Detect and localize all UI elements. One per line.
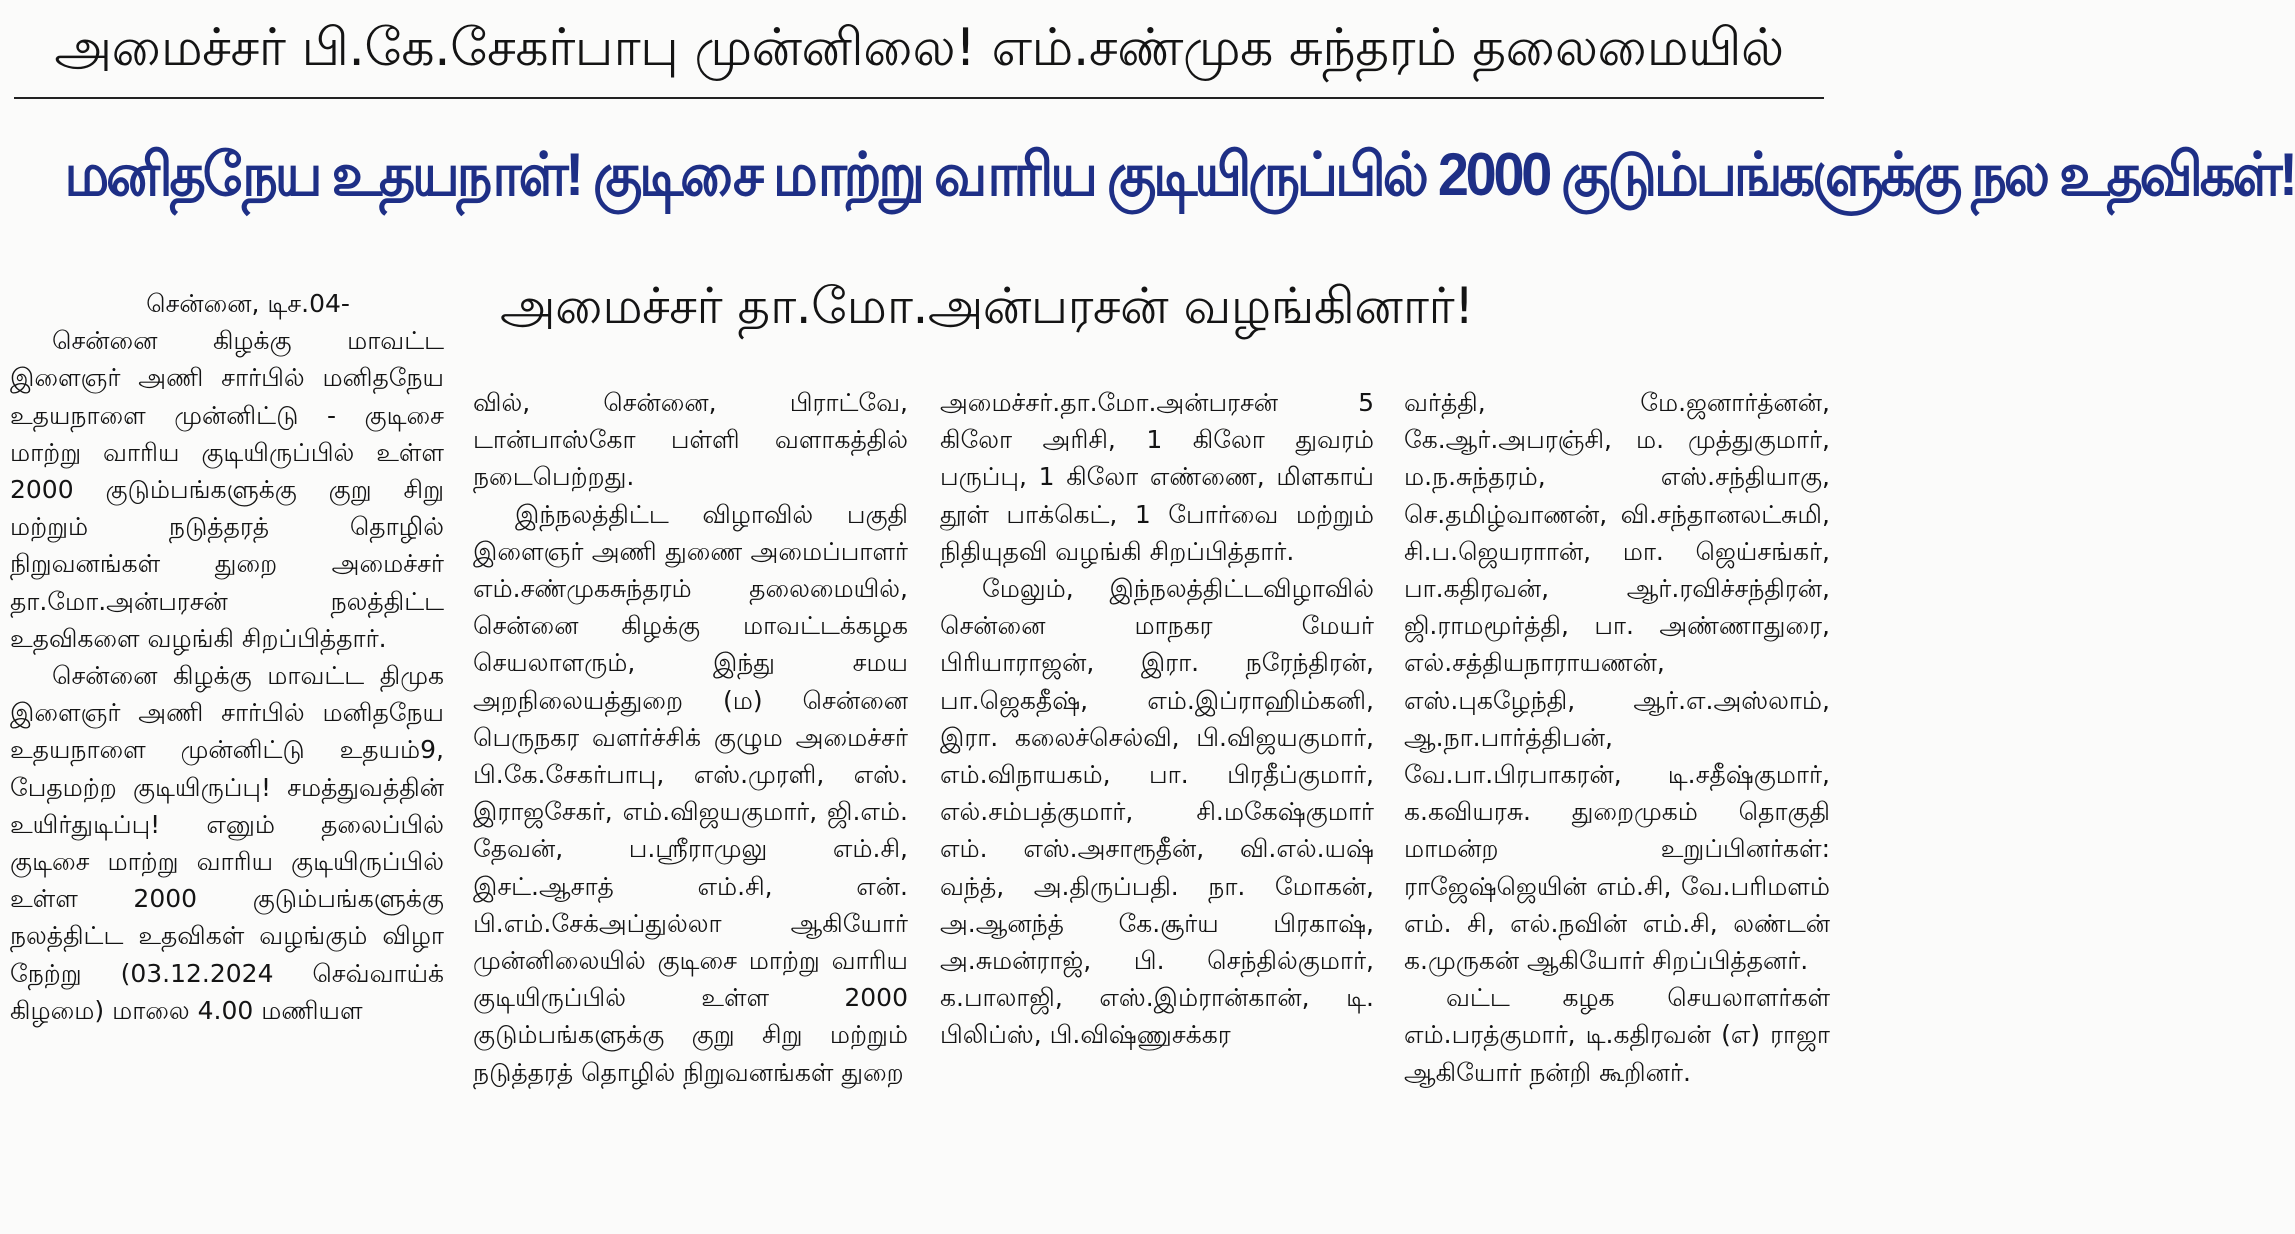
paragraph: இந்நலத்திட்ட விழாவில் பகுதி இளைஞர் அணி துணை அமைப்பாளர் எம்.சண்முகசுந்தரம் தலைமையில், சென்னை கிழக்கு மாவட்டக்கழக செயலாளரும், இந்து சமய அறநிலையத்துறை (ம) சென்னை பெருநகர வளர்ச்சிக் குழும அமைச்சர் பி.கே.சேகர்பாபு, எஸ்.முரளி, எஸ். இராஜசேகர், எம்.விஜயகுமார், ஜி.எம். தேவன், ப.ஸ்ரீராமுலு எம்.சி, இசட்.ஆசாத் எம்.சி, என். பி.எம்.சேக்அப்துல்லா ஆகியோர் முன்னிலையில் குடிசை மாற்று வாரிய குடியிருப்பில் உள்ள 2000 குடும்பங்களுக்கு குறு சிறு மற்றும் நடுத்தரத் தொழில் நிறுவனங்கள் துறை bbox=[473, 499, 908, 1087]
article-column-3 bbox=[940, 384, 1374, 1230]
paragraph: வட்ட கழக செயலாளர்கள் எம்.பரத்குமார், டி.கதிரவன் (எ) ராஜா ஆகியோர் நன்றி கூறினர். bbox=[1404, 983, 1830, 1087]
sub-headline: அமைச்சர் தா.மோ.அன்பரசன் வழங்கினார்! bbox=[500, 277, 1474, 335]
paragraph: அமைச்சர்.தா.மோ.அன்பரசன் 5 கிலோ அரிசி, 1 கிலோ துவரம் பருப்பு, 1 கிலோ எண்ணை, மிளகாய் தூள் பாக்கெட், 1 போர்வை மற்றும் நிதியுதவி வழங்கி சிறப்பித்தார். bbox=[940, 388, 1374, 566]
dateline: சென்னை, டிச.04- bbox=[146, 289, 350, 318]
article-column-4 bbox=[1404, 384, 1830, 1230]
divider-rule bbox=[14, 97, 1824, 99]
article-column-1 bbox=[10, 285, 444, 1230]
paragraph: மேலும், இந்நலத்திட்டவிழாவில் சென்னை மாநகர மேயர் பிரியாராஜன், இரா. நரேந்திரன், பா.ஜெகதீஷ், எம்.இப்ராஹிம்கனி, இரா. கலைச்செல்வி, பி.விஜயகுமார், எம்.விநாயகம், பா. பிரதீப்குமார், எல்.சம்பத்குமார், சி.மகேஷ்குமார் எம். எஸ்.அசாரூதீன், வி.எல்.யஷ் வந்த், அ.திருப்பதி. நா. மோகன், அ.ஆனந்த் கே.சூர்ய பிரகாஷ், அ.சுமன்ராஜ், பி. செந்தில்குமார், க.பாலாஜி, எஸ்.இம்ரான்கான், டி. பிலிப்ஸ், பி.விஷ்ணுசக்கர bbox=[940, 574, 1374, 1050]
paragraph: சென்னை கிழக்கு மாவட்ட இளைஞர் அணி சார்பில் மனிதநேய உதயநாளை முன்னிட்டு - குடிசை மாற்று வாரிய குடியிருப்பில் உள்ள 2000 குடும்பங்களுக்கு குறு சிறு மற்றும் நடுத்தரத் தொழில் நிறுவனங்கள் துறை அமைச்சர் தா.மோ.அன்பரசன் நலத்திட்ட உதவிகளை வழங்கி சிறப்பித்தார். bbox=[10, 326, 444, 653]
paragraph: வர்த்தி, மே.ஜனார்த்னன், கே.ஆர்.அபரஞ்சி, ம. முத்துகுமார், ம.ந.சுந்தரம், எஸ்.சந்தியாகு, செ.தமிழ்வாணன், வி.சந்தானலட்சுமி, சி.ப.ஜெயராான், மா. ஜெய்சங்கர், பா.கதிரவன், ஆர்.ரவிச்சந்திரன், ஜி.ராமமூர்த்தி, பா. அண்ணாதுரை, எல்.சத்தியநாராயணன், எஸ்.புகழேந்தி, ஆர்.எ.அஸ்லாம், ஆ.நா.பார்த்திபன், வே.பா.பிரபாகரன், டி.சதீஷ்குமார், க.கவியரசு. துறைமுகம் தொகுதி மாமன்ற உறுப்பினர்கள்: ராஜேஷ்ஜெயின் எம்.சி, வே.பரிமளம் எம். சி, எல்.நவின் எம்.சி, லண்டன் க.முருகன் ஆகியோர் சிறப்பித்தனர். bbox=[1404, 388, 1830, 976]
kicker-headline: அமைச்சர் பி.கே.சேகர்பாபு முன்னிலை! எம்.சண்முக சுந்தரம் தலைமையில் bbox=[54, 18, 1784, 78]
article-column-2 bbox=[473, 384, 908, 1230]
paragraph: சென்னை கிழக்கு மாவட்ட திமுக இளைஞர் அணி சார்பில் மனிதநேய உதயநாளை முன்னிட்டு உதயம்9, பேதமற்ற குடியிருப்பு! சமத்துவத்தின் உயிர்துடிப்பு! எனும் தலைப்பில் குடிசை மாற்று வாரிய குடியிருப்பில் உள்ள 2000 குடும்பங்களுக்கு நலத்திட்ட உதவிகள் வழங்கும் விழா நேற்று (03.12.2024 செவ்வாய்க் கிழமை) மாலை 4.00 மணியள bbox=[10, 661, 444, 1025]
main-headline: மனிதநேய உதயநாள்! குடிசை மாற்று வாரிய குடியிருப்பில் 2000 குடும்பங்களுக்கு நல உதவிகள்! bbox=[64, 141, 2295, 208]
paragraph: வில், சென்னை, பிராட்வே, டான்பாஸ்கோ பள்ளி வளாகத்தில் நடைபெற்றது. bbox=[473, 388, 908, 492]
